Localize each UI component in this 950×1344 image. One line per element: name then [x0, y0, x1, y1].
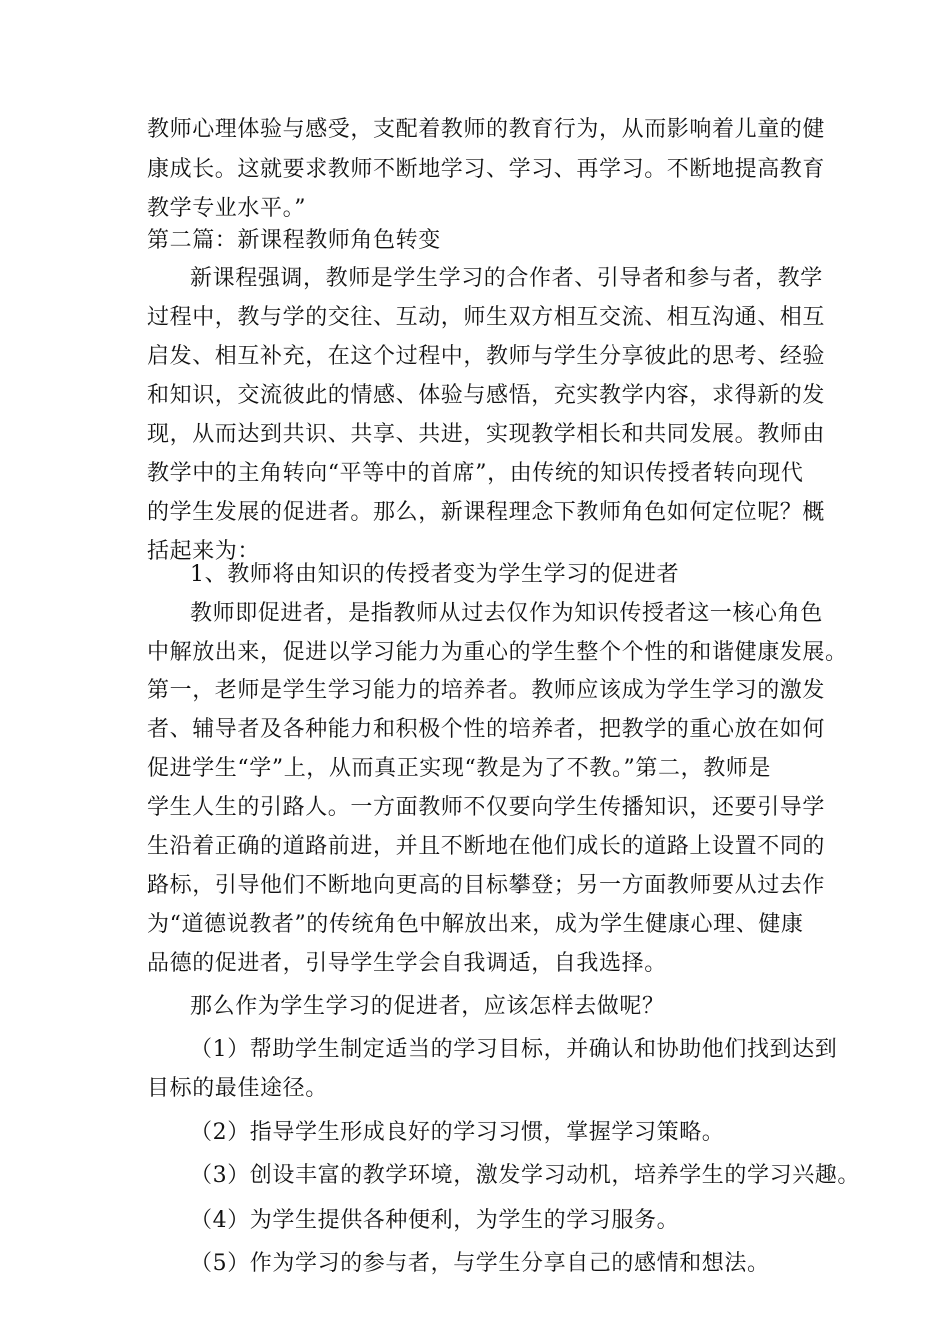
text-line: 为“道德说教者”的传统角色中解放出来，成为学生健康心理、健康: [147, 912, 804, 937]
text-line: 路标，引导他们不断地向更高的目标攀登；另一方面教师要从过去作: [147, 873, 826, 898]
text-line: 现，从而达到共识、共享、共进，实现教学相长和共同发展。教师由: [147, 422, 826, 447]
text-line: 教学专业水平。”: [147, 196, 307, 221]
text-line: 学生人生的引路人。一方面教师不仅要向学生传播知识，还要引导学: [147, 795, 826, 820]
text-line: 者、辅导者及各种能力和积极个性的培养者，把教学的重心放在如何: [147, 717, 826, 742]
text-line: 教师即促进者，是指教师从过去仅作为知识传授者这一核心角色: [190, 601, 823, 626]
section-title: 第二篇：新课程教师角色转变: [147, 228, 441, 253]
list-item: （3）创设丰富的教学环境，激发学习动机，培养学生的学习兴趣。: [190, 1163, 860, 1188]
text-line: 生沿着正确的道路前进，并且不断地在他们成长的道路上设置不同的: [147, 834, 826, 859]
list-item: （5）作为学习的参与者，与学生分享自己的感情和想法。: [190, 1251, 770, 1276]
text-line: 的学生发展的促进者。那么，新课程理念下教师角色如何定位呢？概: [147, 500, 826, 525]
text-line: 新课程强调，教师是学生学习的合作者、引导者和参与者，教学: [190, 266, 823, 291]
list-item: （1）帮助学生制定适当的学习目标，并确认和协助他们找到达到: [190, 1037, 838, 1062]
text-line: 目标的最佳途径。: [147, 1076, 328, 1101]
text-line: 品德的促进者，引导学生学会自我调适，自我选择。: [147, 951, 667, 976]
text-line: 括起来为：: [147, 539, 261, 564]
text-line: 康成长。这就要求教师不断地学习、学习、再学习。不断地提高教育: [147, 157, 826, 182]
text-line: 第一，老师是学生学习能力的培养者。教师应该成为学生学习的激发: [147, 678, 826, 703]
text-line: 过程中，教与学的交往、互动，师生双方相互交流、相互沟通、相互: [147, 305, 826, 330]
list-item: （2）指导学生形成良好的学习习惯，掌握学习策略。: [190, 1120, 725, 1145]
text-line: 促进学生“学”上，从而真正实现“教是为了不教。”第二，教师是: [147, 756, 771, 781]
text-line: 教师心理体验与感受，支配着教师的教育行为，从而影响着儿童的健: [147, 117, 826, 142]
text-line: 教学中的主角转向“平等中的首席”，由传统的知识传授者转向现代: [147, 461, 804, 486]
text-line: 启发、相互补充，在这个过程中，教师与学生分享彼此的思考、经验: [147, 344, 826, 369]
text-line: 那么作为学生学习的促进者，应该怎样去做呢？: [190, 994, 665, 1019]
text-line: 和知识，交流彼此的情感、体验与感悟，充实教学内容，求得新的发: [147, 383, 826, 408]
subheading: 1、教师将由知识的传授者变为学生学习的促进者: [190, 562, 680, 587]
list-item: （4）为学生提供各种便利，为学生的学习服务。: [190, 1208, 680, 1233]
text-line: 中解放出来，促进以学习能力为重心的学生整个个性的和谐健康发展。: [147, 640, 848, 665]
